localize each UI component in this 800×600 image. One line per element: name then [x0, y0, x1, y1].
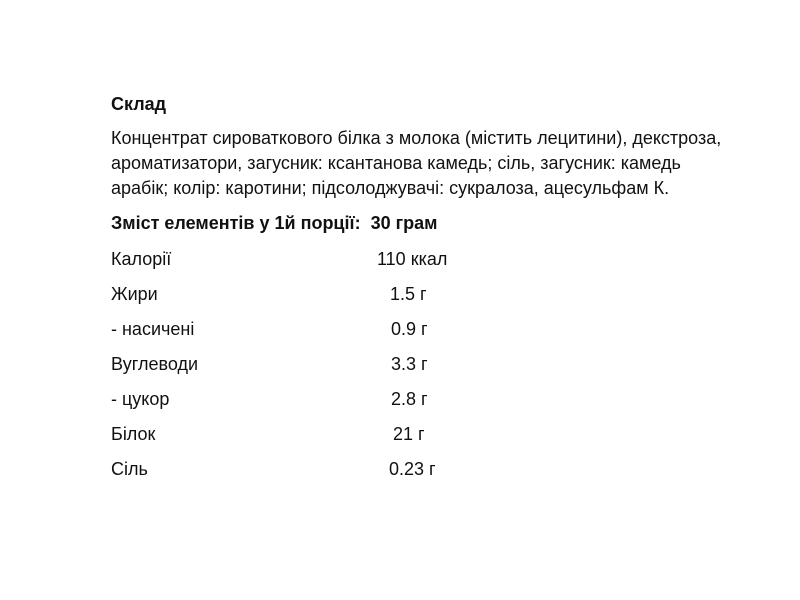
nutrition-row-protein — [111, 422, 731, 457]
nutrition-row-saturated — [111, 317, 731, 352]
nutrition-label: Калорії — [111, 249, 172, 269]
ingredients-text: Концентрат сироваткового білка з молока (містить лецитини), декстроза, ароматизатори, загусник: ксантанова камедь; сіль, загусник: камедь арабік; колір: каротини; підсолоджувачі: сукралоза, ацесульфам К. — [111, 128, 722, 198]
nutrition-value: 0.23 г — [389, 459, 436, 479]
nutrition-row-carbohydrates — [111, 352, 731, 387]
nutrition-label: Вуглеводи — [111, 354, 199, 374]
nutrition-label: - цукор — [111, 389, 170, 409]
nutrition-label: - насичені — [111, 319, 195, 339]
nutrition-list — [111, 247, 731, 492]
nutrition-row-salt — [111, 457, 731, 492]
composition-heading: Склад — [111, 94, 167, 114]
serving-value: 30 грам — [370, 213, 438, 233]
serving-label: Зміст елементів у 1й порції: — [111, 213, 361, 233]
nutrition-document — [111, 92, 731, 492]
nutrition-value: 3.3 г — [391, 354, 428, 374]
nutrition-row-sugar — [111, 387, 731, 422]
nutrition-value: 21 г — [393, 424, 425, 444]
nutrition-value: 110 ккал — [377, 249, 448, 269]
serving-size-line — [111, 211, 731, 235]
nutrition-label: Білок — [111, 424, 156, 444]
nutrition-value: 2.8 г — [391, 389, 428, 409]
nutrition-label: Жири — [111, 284, 158, 304]
nutrition-label: Сіль — [111, 459, 148, 479]
nutrition-row-calories — [111, 247, 731, 282]
nutrition-row-fat — [111, 282, 731, 317]
nutrition-value: 0.9 г — [391, 319, 428, 339]
nutrition-value: 1.5 г — [390, 284, 427, 304]
